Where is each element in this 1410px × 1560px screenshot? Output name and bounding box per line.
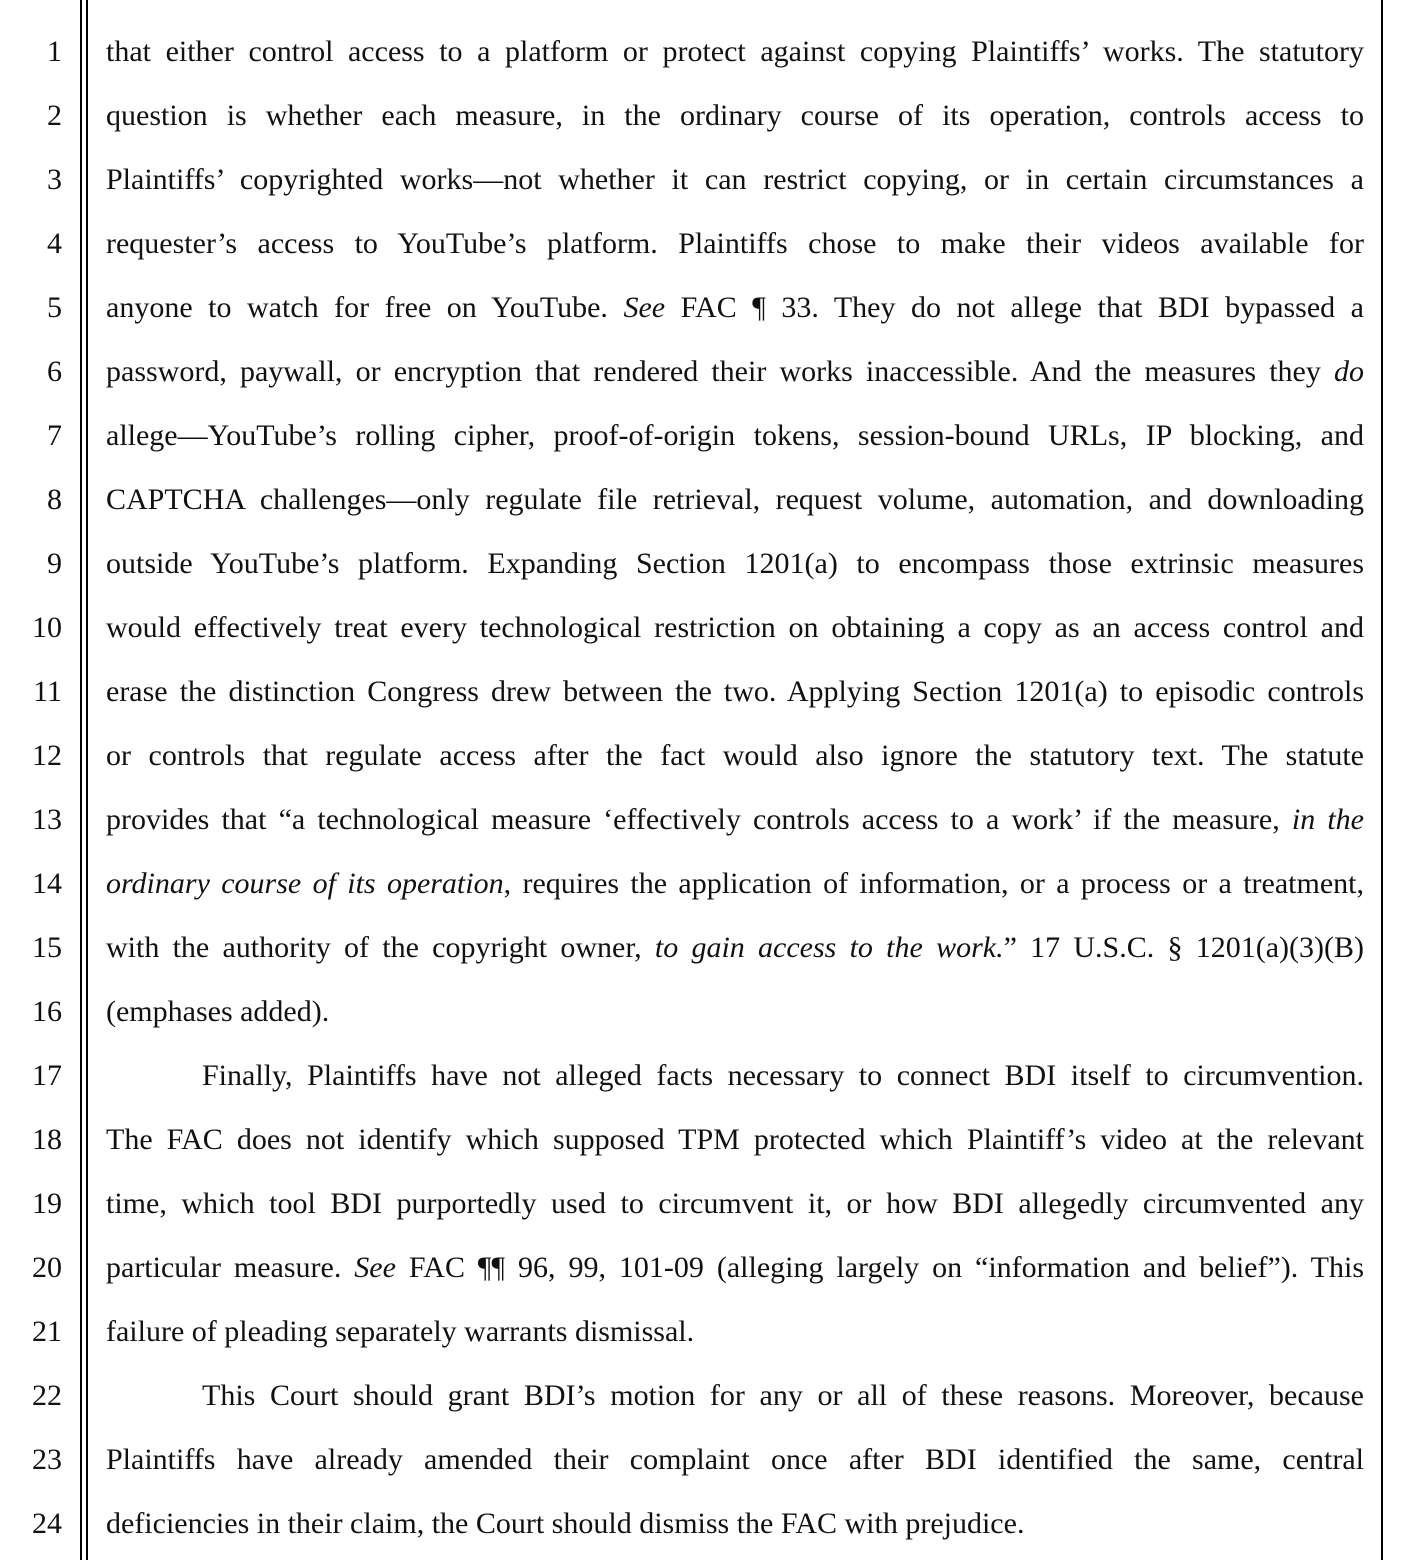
- text-line: [106, 1044, 1364, 1108]
- line-number: 15: [32, 931, 62, 964]
- text-line: [106, 1300, 1364, 1364]
- text-line: [106, 788, 1364, 852]
- line-number: 22: [32, 1379, 62, 1412]
- text-line: [106, 596, 1364, 660]
- line-number: 5: [47, 291, 62, 324]
- line-number: 14: [32, 867, 62, 900]
- line-text: time, which tool BDI purportedly used to circumvent it, or how BDI allegedly circumvented any: [106, 1187, 1364, 1220]
- line-text: ” 17 U.S.C. § 1201(a)(3)(B): [1003, 931, 1364, 964]
- left-margin-rule: [80, 0, 82, 1560]
- line-text: CAPTCHA challenges—only regulate file retrieval, request volume, automation, and downloading: [106, 483, 1364, 516]
- line-text: or controls that regulate access after the fact would also ignore the statutory text. The statute: [106, 739, 1364, 772]
- text-line: [106, 724, 1364, 788]
- line-text: FAC ¶ 33. They do not allege that BDI bypassed a: [665, 291, 1364, 324]
- line-text: Plaintiffs’ copyrighted works—not whether it can restrict copying, or in certain circumstances a: [106, 163, 1364, 196]
- text-line: [106, 84, 1364, 148]
- line-text: failure of pleading separately warrants dismissal.: [106, 1315, 695, 1348]
- line-number: 18: [32, 1123, 62, 1156]
- text-line: [106, 212, 1364, 276]
- line-number: 24: [32, 1507, 62, 1540]
- left-margin-rule-inner: [86, 0, 88, 1560]
- line-number: 21: [32, 1315, 62, 1348]
- line-number: 4: [47, 227, 62, 260]
- text-line: [106, 980, 1364, 1044]
- text-line: [106, 1364, 1364, 1428]
- line-text: allege—YouTube’s rolling cipher, proof-of-origin tokens, session-bound URLs, IP blocking, and: [106, 419, 1364, 452]
- line-text: password, paywall, or encryption that rendered their works inaccessible. And the measures they: [106, 355, 1334, 388]
- text-line: [106, 404, 1364, 468]
- line-text: that either control access to a platform or protect against copying Plaintiffs’ works. The statutory: [106, 35, 1364, 68]
- text-line: [106, 20, 1364, 84]
- text-line: [106, 532, 1364, 596]
- line-text: This Court should grant BDI’s motion for any or all of these reasons. Moreover, because: [202, 1379, 1364, 1412]
- line-number: 8: [47, 483, 62, 516]
- line-text: , requires the application of information, or a process or a treatment,: [503, 867, 1364, 900]
- line-number: 16: [32, 995, 62, 1028]
- line-number: 7: [47, 419, 62, 452]
- line-text: with the authority of the copyright owner,: [106, 931, 655, 964]
- line-text: anyone to watch for free on YouTube.: [106, 291, 624, 324]
- line-text: provides that “a technological measure ‘effectively controls access to a work’ if the measure,: [106, 803, 1292, 836]
- line-text: Finally, Plaintiffs have not alleged facts necessary to connect BDI itself to circumvention.: [202, 1059, 1364, 1092]
- line-number: 13: [32, 803, 62, 836]
- text-line: [106, 468, 1364, 532]
- line-number-column: [0, 20, 72, 1556]
- line-number: 9: [47, 547, 62, 580]
- line-number: 20: [32, 1251, 62, 1284]
- italic-text: in the: [1291, 803, 1364, 836]
- line-number: 12: [32, 739, 62, 772]
- text-line: [106, 148, 1364, 212]
- text-line: [106, 916, 1364, 980]
- italic-text: do: [1334, 355, 1364, 388]
- italic-text: ordinary course of its operation: [106, 867, 504, 900]
- line-number: 2: [47, 99, 62, 132]
- body-text: [106, 20, 1364, 1556]
- line-text: requester’s access to YouTube’s platform. Plaintiffs chose to make their videos available for: [106, 227, 1364, 260]
- line-text: particular measure.: [106, 1251, 355, 1284]
- line-text: erase the distinction Congress drew between the two. Applying Section 1201(a) to episodic controls: [106, 675, 1364, 708]
- text-line: [106, 1492, 1364, 1556]
- text-line: [106, 1172, 1364, 1236]
- text-line: [106, 852, 1364, 916]
- right-margin-rule: [1381, 0, 1383, 1560]
- text-line: [106, 1236, 1364, 1300]
- line-text: question is whether each measure, in the ordinary course of its operation, controls access to: [106, 99, 1364, 132]
- text-line: [106, 1108, 1364, 1172]
- line-text: FAC ¶¶ 96, 99, 101-09 (alleging largely on “information and belief”). This: [395, 1251, 1364, 1284]
- line-text: (emphases added).: [106, 995, 330, 1028]
- line-number: 19: [32, 1187, 62, 1220]
- italic-text: See: [354, 1251, 396, 1284]
- text-line: [106, 340, 1364, 404]
- line-number: 1: [47, 35, 62, 68]
- line-number: 10: [32, 611, 62, 644]
- italic-text: See: [623, 291, 666, 324]
- line-text: outside YouTube’s platform. Expanding Section 1201(a) to encompass those extrinsic measures: [106, 547, 1364, 580]
- line-number: 17: [32, 1059, 62, 1092]
- line-text: Plaintiffs have already amended their complaint once after BDI identified the same, central: [106, 1443, 1364, 1476]
- line-text: would effectively treat every technological restriction on obtaining a copy as an access control and: [106, 611, 1364, 644]
- line-number: 6: [47, 355, 62, 388]
- text-line: [106, 1428, 1364, 1492]
- line-text: deficiencies in their claim, the Court should dismiss the FAC with prejudice.: [106, 1507, 1025, 1540]
- italic-text: to gain access to the work.: [654, 931, 1004, 964]
- line-number: 11: [33, 675, 62, 708]
- text-line: [106, 276, 1364, 340]
- text-line: [106, 660, 1364, 724]
- line-text: The FAC does not identify which supposed TPM protected which Plaintiff’s video at the relevant: [106, 1123, 1364, 1156]
- line-number: 3: [47, 163, 62, 196]
- line-number: 23: [32, 1443, 62, 1476]
